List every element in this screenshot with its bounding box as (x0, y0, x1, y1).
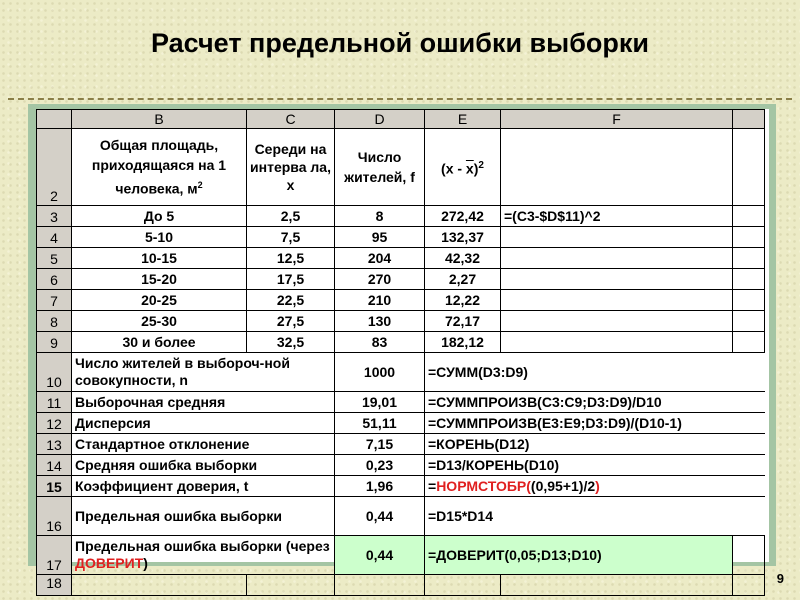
cell-midpoint[interactable]: 2,5 (247, 206, 335, 227)
cell-formula[interactable] (501, 227, 733, 248)
row-header[interactable]: 6 (37, 269, 72, 290)
cell-deviation[interactable]: 12,22 (425, 290, 501, 311)
row-header[interactable]: 13 (37, 434, 72, 455)
cell-g[interactable] (733, 248, 765, 269)
formula-args: (0,95+1)/2 (530, 477, 596, 494)
cell-deviation[interactable]: 272,42 (425, 206, 501, 227)
cell-value[interactable]: 19,01 (335, 392, 425, 413)
spreadsheet (36, 109, 769, 591)
row-header[interactable]: 8 (37, 311, 72, 332)
cell-g[interactable] (733, 536, 765, 575)
cell-residents[interactable]: 204 (335, 248, 425, 269)
cell-residents[interactable]: 95 (335, 227, 425, 248)
formula-close-red: ) (595, 477, 600, 494)
cell-empty[interactable] (501, 575, 733, 596)
formula-function-red: НОРМСТОБР( (436, 477, 531, 494)
cell-area[interactable]: 20-25 (72, 290, 247, 311)
table-row (37, 248, 765, 269)
header-cell-deviation[interactable] (425, 129, 501, 206)
deviation-xbar: х (465, 160, 474, 177)
cell-midpoint[interactable]: 7,5 (247, 227, 335, 248)
cell-midpoint[interactable]: 17,5 (247, 269, 335, 290)
page-number: 9 (776, 571, 784, 586)
cell-formula[interactable] (501, 332, 733, 353)
cell-label[interactable]: Выборочная средняя (72, 392, 335, 413)
cell-formula[interactable]: =КОРЕНЬ(D12) (425, 434, 765, 455)
cell-value[interactable]: 0,23 (335, 455, 425, 476)
cell-empty[interactable] (72, 575, 247, 596)
title-divider (8, 98, 792, 100)
cell-label[interactable]: Дисперсия (72, 413, 335, 434)
cell-area[interactable]: 25-30 (72, 311, 247, 332)
table-row (37, 227, 765, 248)
table-row (37, 476, 765, 497)
cell-g[interactable] (733, 332, 765, 353)
cell-midpoint[interactable]: 27,5 (247, 311, 335, 332)
cell-formula[interactable]: =D15*D14 (425, 497, 765, 536)
label-text: Предельная ошибка выборки (через (75, 538, 330, 554)
table-row (37, 392, 765, 413)
cell-g[interactable] (733, 311, 765, 332)
cell-formula[interactable] (501, 269, 733, 290)
row-header[interactable]: 7 (37, 290, 72, 311)
row-header[interactable]: 11 (37, 392, 72, 413)
header-area-text: Общая площадь, приходящаяся на 1 человека, м (91, 137, 227, 197)
cell-g[interactable] (733, 269, 765, 290)
column-header-g[interactable] (733, 110, 765, 129)
table-row (37, 353, 765, 392)
cell-area[interactable]: 30 и более (72, 332, 247, 353)
cell-midpoint[interactable]: 32,5 (247, 332, 335, 353)
cell-deviation[interactable]: 42,32 (425, 248, 501, 269)
slide-title: Расчет предельной ошибки выборки (151, 28, 649, 58)
cell-residents[interactable]: 8 (335, 206, 425, 227)
column-header-row (37, 110, 765, 129)
cell-f2[interactable] (501, 129, 733, 206)
spreadsheet-table (36, 109, 765, 596)
cell-residents[interactable]: 130 (335, 311, 425, 332)
cell-value[interactable]: 1,96 (335, 476, 425, 497)
row-header[interactable]: 5 (37, 248, 72, 269)
cell-midpoint[interactable]: 22,5 (247, 290, 335, 311)
row-header[interactable]: 2 (37, 129, 72, 206)
table-row (37, 206, 765, 227)
table-row (37, 536, 765, 575)
cell-formula[interactable] (501, 248, 733, 269)
table-row (37, 332, 765, 353)
header-area-sup: 2 (197, 180, 203, 191)
cell-g[interactable] (733, 290, 765, 311)
cell-residents[interactable]: 83 (335, 332, 425, 353)
cell-label[interactable]: Стандартное отклонение (72, 434, 335, 455)
cell-value[interactable]: 0,44 (335, 497, 425, 536)
cell-formula[interactable]: =СУММПРОИЗВ(E3:E9;D3:D9)/(D10-1) (425, 413, 765, 434)
select-all-corner[interactable] (37, 110, 72, 129)
cell-formula[interactable]: =СУММ(D3:D9) (425, 353, 765, 392)
cell-deviation[interactable]: 2,27 (425, 269, 501, 290)
header-cell-area[interactable] (72, 129, 247, 206)
table-row (37, 575, 765, 596)
cell-label[interactable]: Предельная ошибка выборки (72, 497, 335, 536)
table-row (37, 497, 765, 536)
column-header-b[interactable]: B (72, 110, 247, 129)
table-row (37, 311, 765, 332)
cell-formula[interactable]: =СУММПРОИЗВ(C3:C9;D3:D9)/D10 (425, 392, 765, 413)
cell-deviation[interactable]: 72,17 (425, 311, 501, 332)
cell-value[interactable]: 1000 (335, 353, 425, 392)
cell-label[interactable]: Число жителей в выбороч-ной совокупности, n (72, 353, 335, 392)
deviation-pre: (х - (441, 160, 466, 177)
table-row (37, 455, 765, 476)
cell-empty[interactable] (335, 575, 425, 596)
column-header-e[interactable]: E (425, 110, 501, 129)
cell-g[interactable] (733, 227, 765, 248)
cell-empty[interactable] (733, 575, 765, 596)
row-header[interactable]: 14 (37, 455, 72, 476)
header-cell-midpoint[interactable]: Середи на интерва ла, х (247, 129, 335, 206)
cell-value[interactable]: 0,44 (335, 536, 425, 575)
cell-label[interactable]: Средняя ошибка выборки (72, 455, 335, 476)
cell-formula[interactable] (501, 290, 733, 311)
row-header[interactable]: 16 (37, 497, 72, 536)
cell-deviation[interactable]: 132,37 (425, 227, 501, 248)
cell-formula[interactable]: =D13/КОРЕНЬ(D10) (425, 455, 765, 476)
cell-area[interactable]: 10-15 (72, 248, 247, 269)
cell-formula[interactable] (425, 476, 765, 497)
cell-area[interactable]: 5-10 (72, 227, 247, 248)
cell-formula[interactable]: =ДОВЕРИТ(0,05;D13;D10) (425, 536, 733, 575)
cell-residents[interactable]: 210 (335, 290, 425, 311)
deviation-sup: 2 (478, 159, 484, 171)
row-header[interactable]: 15 (37, 476, 72, 497)
row-header[interactable]: 10 (37, 353, 72, 392)
row-header[interactable]: 12 (37, 413, 72, 434)
cell-g2[interactable] (733, 129, 765, 206)
table-row (37, 290, 765, 311)
header-cell-residents[interactable]: Число жителей, f (335, 129, 425, 206)
cell-value[interactable]: 7,15 (335, 434, 425, 455)
cell-formula[interactable]: =(C3-$D$11)^2 (501, 206, 733, 227)
row-header[interactable]: 18 (37, 575, 72, 596)
cell-area[interactable]: До 5 (72, 206, 247, 227)
cell-area[interactable]: 15-20 (72, 269, 247, 290)
deviation-post: ) (473, 160, 479, 177)
label-close: ) (143, 555, 148, 571)
row-header[interactable]: 4 (37, 227, 72, 248)
cell-g[interactable] (733, 206, 765, 227)
table-row (37, 413, 765, 434)
cell-empty[interactable] (425, 575, 501, 596)
column-header-d[interactable]: D (335, 110, 425, 129)
cell-label[interactable] (72, 536, 335, 575)
cell-formula[interactable] (501, 311, 733, 332)
label-function-red: ДОВЕРИТ (75, 555, 144, 571)
formula-prefix: = (428, 477, 437, 494)
cell-empty[interactable] (247, 575, 335, 596)
cell-midpoint[interactable]: 12,5 (247, 248, 335, 269)
cell-deviation[interactable]: 182,12 (425, 332, 501, 353)
cell-residents[interactable]: 270 (335, 269, 425, 290)
table-row (37, 434, 765, 455)
row-header[interactable]: 9 (37, 332, 72, 353)
column-header-f[interactable]: F (501, 110, 733, 129)
row-header[interactable]: 3 (37, 206, 72, 227)
row-header[interactable]: 17 (37, 536, 72, 575)
cell-label[interactable]: Коэффициент доверия, t (72, 476, 335, 497)
column-header-c[interactable]: C (247, 110, 335, 129)
cell-value[interactable]: 51,11 (335, 413, 425, 434)
table-row (37, 129, 765, 206)
table-row (37, 269, 765, 290)
